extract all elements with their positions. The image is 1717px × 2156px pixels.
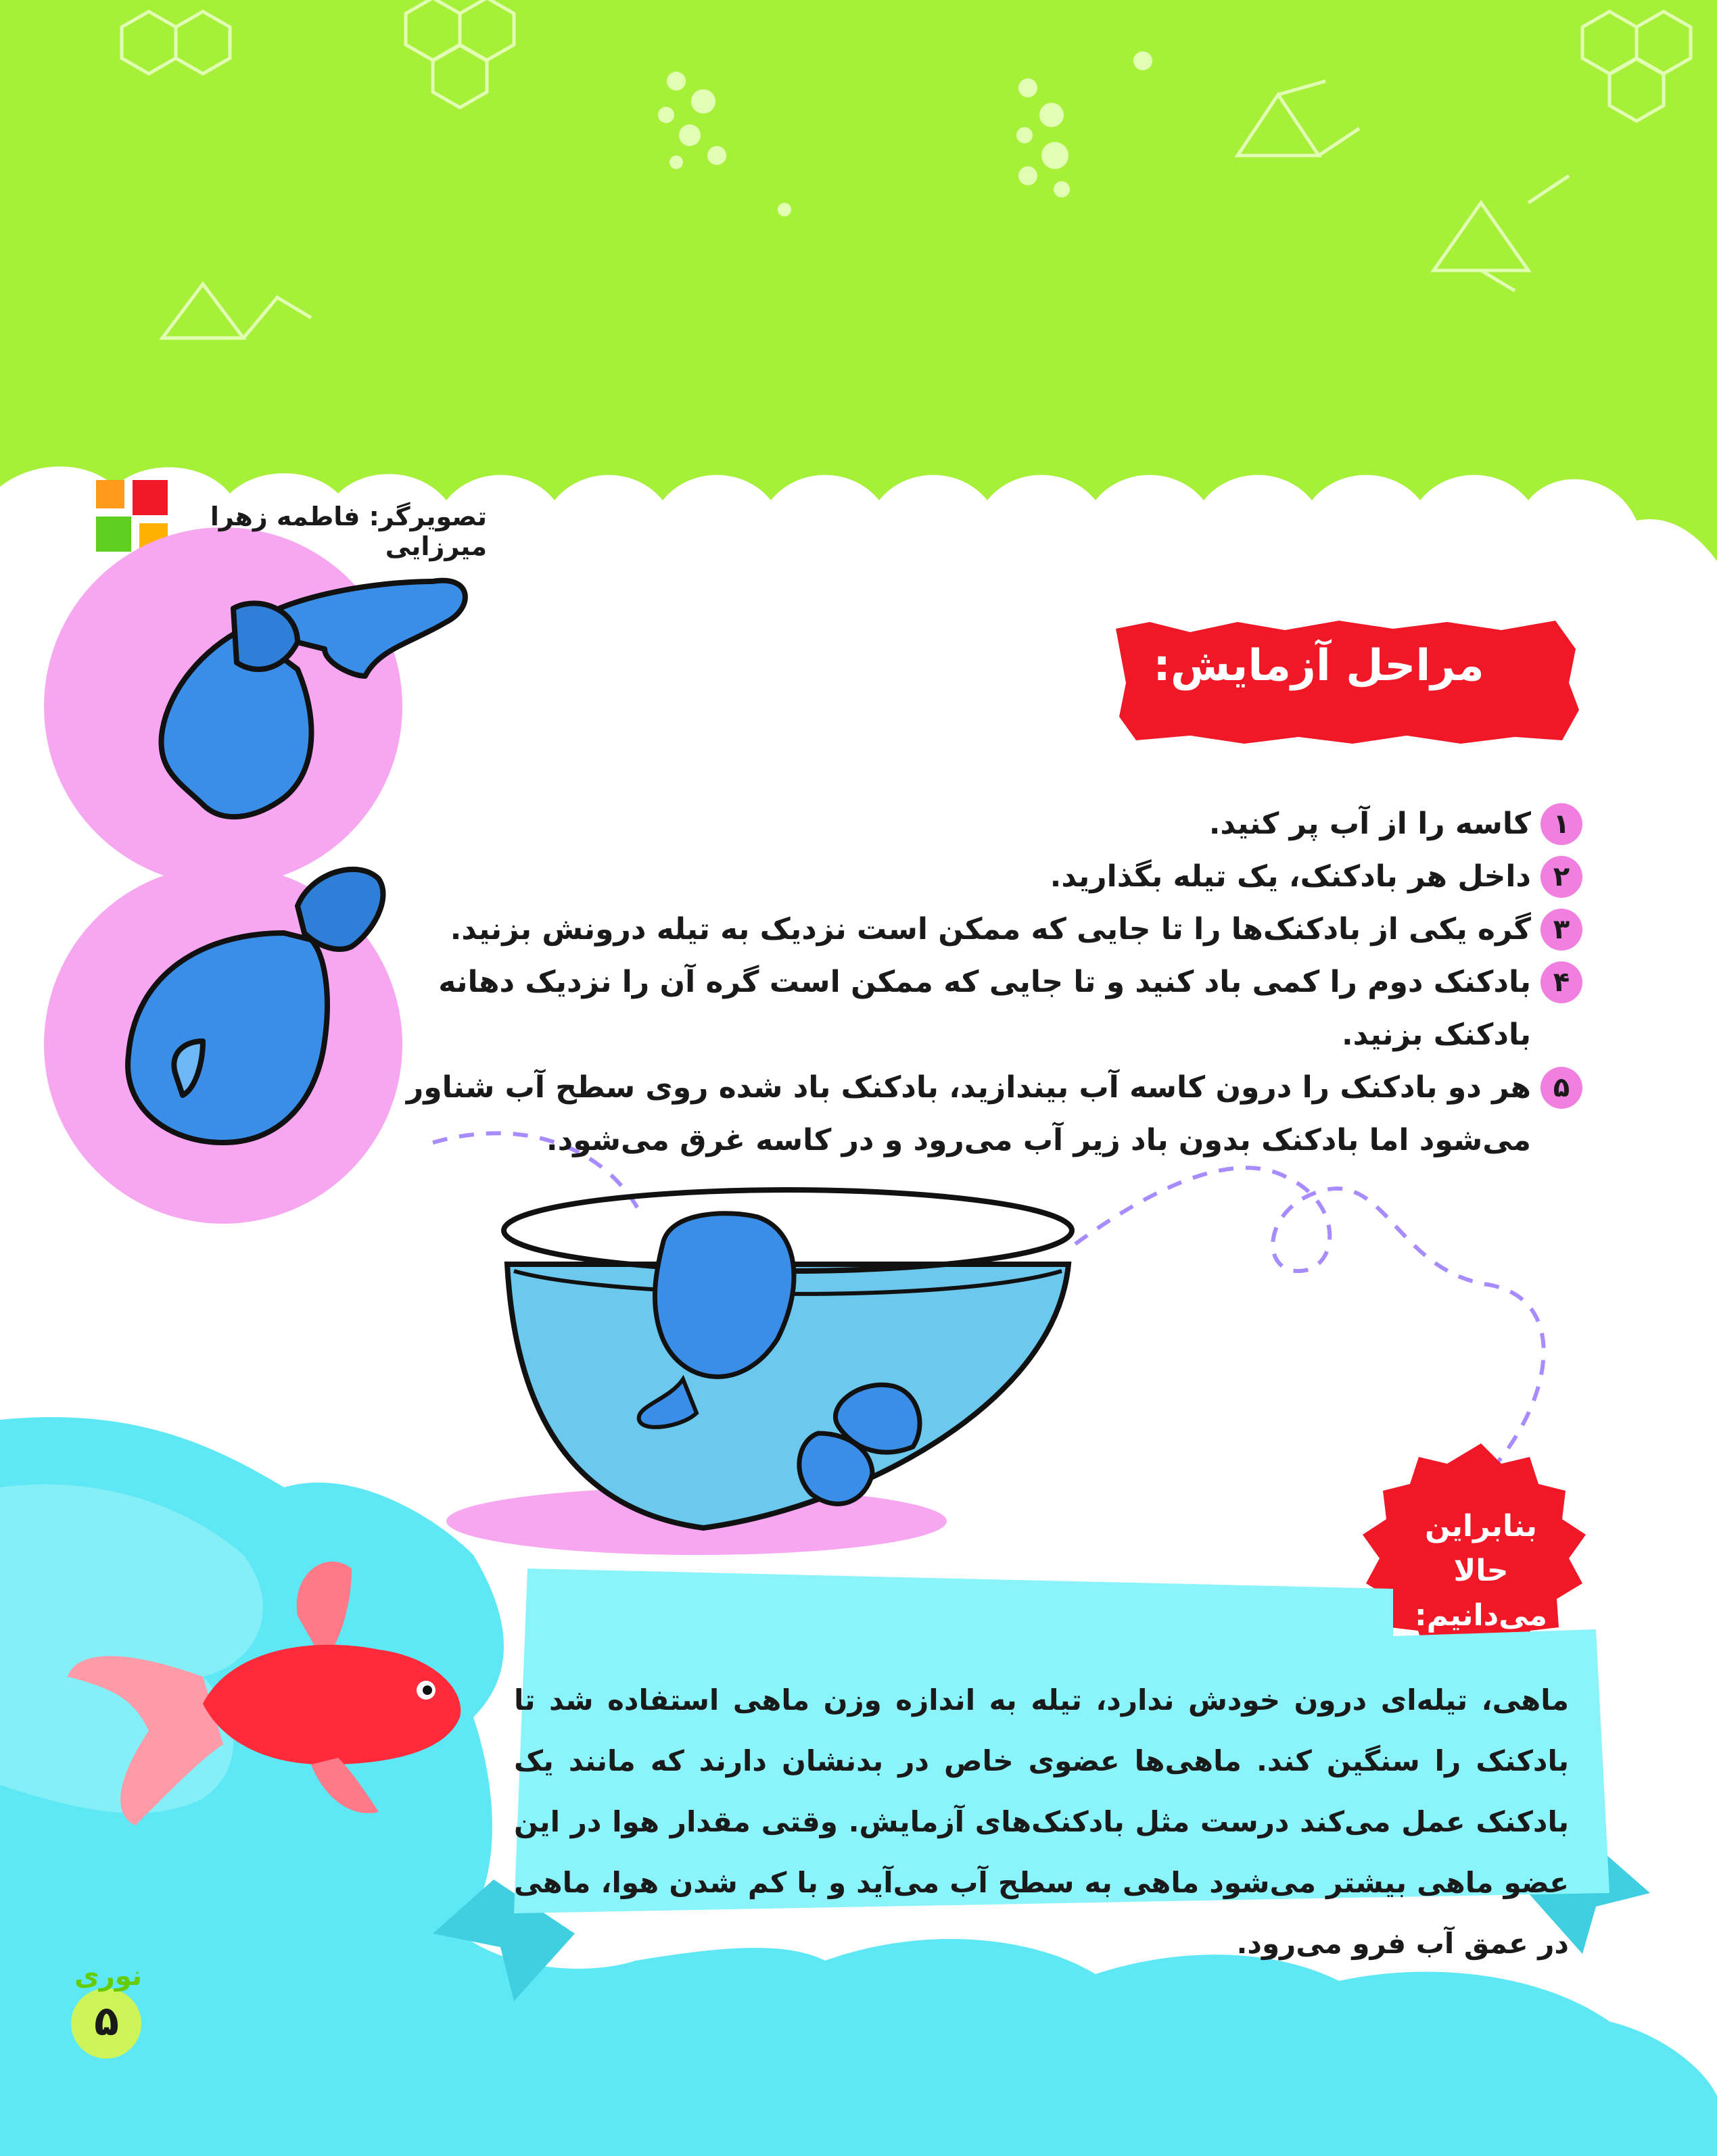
step-text: هر دو بادکنک را درون کاسه آب بیندازید، بادکنک باد شده روی سطح آب شناور می‌شود اما بادکنک بدون باد زیر آب می‌رود و در کاسه غرق می‌شود. [406,1070,1531,1157]
conclusion-badge-text [1383,1504,1579,1638]
step-number-badge: ۴ [1540,961,1582,1003]
page-number: ۵ [94,1998,119,2045]
badge-line-1: بنابراین [1424,1509,1538,1543]
step-text: داخل هر بادکنک، یک تیله بگذارید. [1050,859,1531,894]
illustrator-credit: تصویرگر: فاطمه زهرا میرزایی [210,502,487,561]
dashed-line-right [1075,1168,1544,1474]
step-number-badge: ۱ [1540,803,1582,845]
header-green-cloud [0,0,1717,561]
water-bowl-icon [504,1190,1072,1528]
step-number-badge: ۳ [1540,909,1582,951]
magazine-logo: نوری [74,1961,142,1992]
step-text: کاسه را از آب پر کنید. [1208,807,1531,841]
conclusion-paragraph: ماهی، تیله‌ای درون خودش ندارد، تیله به اندازه وزن ماهی استفاده شد تا بادکنک را سنگین کند. ماهی‌ها عضوی خاص در بدنشان دارند که مانند یک بادکنک عمل می‌کند درست مثل بادکنک‌های آزمایش. وقتی مقدار هوا در این عضو ماهی بیشتر می‌شود ماهی به سطح آب می‌آید و با کم شدن هوا، ماهی در عمق آب فرو می‌رود. [514,1683,1569,1960]
steps-list [379,798,1582,1167]
step-item-3 [379,903,1582,956]
section-title: مراحل آزمایش: [1153,641,1484,691]
step-number-badge: ۲ [1540,856,1582,898]
step-text: گره یکی از بادکنک‌ها را تا جایی که ممکن است نزدیک به تیله درونش بزنید. [450,912,1531,947]
step-item-4 [379,956,1582,1061]
step-number-badge: ۵ [1540,1067,1582,1109]
step-item-2 [379,851,1582,903]
step-item-1 [379,798,1582,851]
step-text: بادکنک دوم را کمی باد کنید و تا جایی که ممکن است گره آن را نزدیک دهانه بادکنک بزنید. [438,965,1531,1052]
step-item-5 [379,1061,1582,1167]
badge-line-2: حالا می‌دانیم: [1414,1554,1547,1633]
